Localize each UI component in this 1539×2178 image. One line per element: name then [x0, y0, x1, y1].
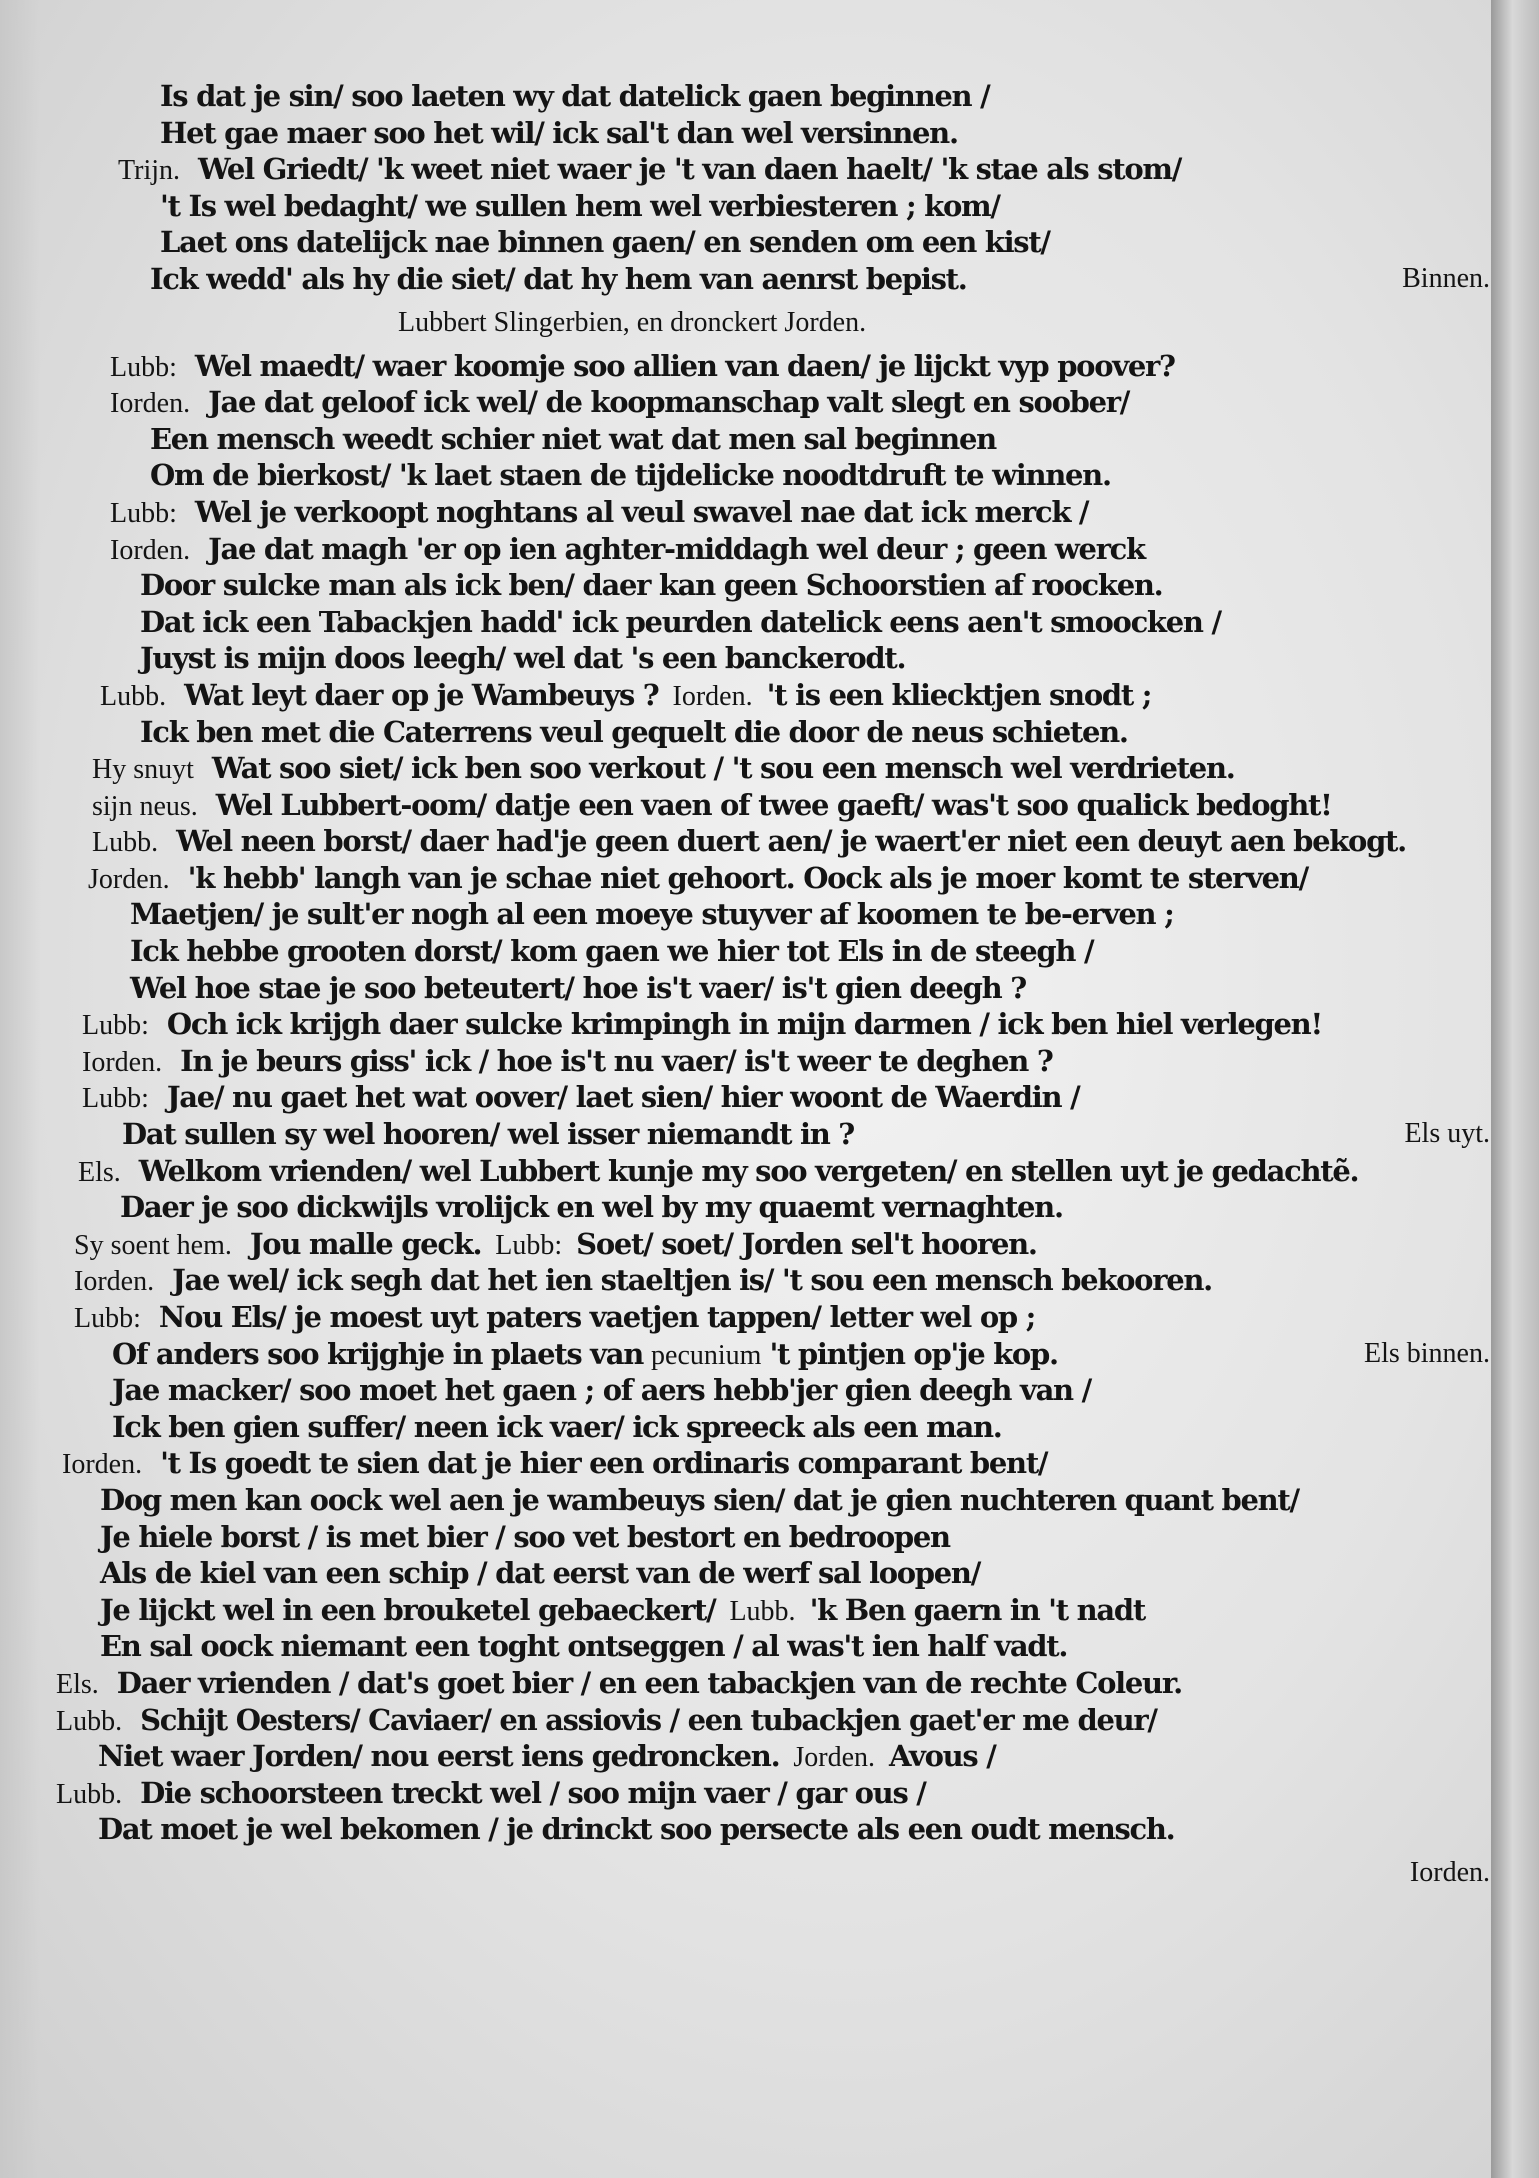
- speaker-name: Lubb.: [100, 680, 167, 712]
- text-line: [0, 78, 1490, 115]
- verse-text: Jou malle geck.: [249, 1226, 482, 1261]
- verse-text: Maetjen/ je sult'er nogh al een moeye stuyver af koomen te be-erven ;: [130, 897, 1174, 932]
- verse-text: Nou Els/ je moest uyt paters vaetjen tappen/ letter wel op ;: [158, 1300, 1036, 1334]
- text-line: [0, 1043, 1490, 1080]
- speaker-name: Sy soent hem.: [74, 1229, 232, 1261]
- text-line: [0, 1665, 1490, 1702]
- text-line: [0, 1811, 1490, 1848]
- verse-text: Dat sullen sy wel hooren/ wel isser niemandt in ?: [122, 1117, 854, 1152]
- verse-text: Wel hoe stae je soo beteutert/ hoe is't vaer/ is't gien deegh ?: [130, 970, 1026, 1005]
- text-line: [0, 1848, 1490, 1898]
- verse-text: Avous /: [889, 1739, 996, 1774]
- text-line: [0, 640, 1490, 677]
- verse-text: Die schoorsteen treckt wel / soo mijn vaer / gar ous /: [140, 1775, 926, 1810]
- verse-text: Om de bierkost/ 'k laet staen de tijdelicke noodtdruft te winnen.: [150, 458, 1111, 493]
- speaker-name: Lubb:: [495, 1229, 563, 1261]
- text-line: [0, 1336, 1490, 1373]
- speaker-name: Iorden.: [672, 680, 753, 712]
- speaker-name: Jorden.: [88, 863, 170, 895]
- speaker-name: Els.: [78, 1156, 121, 1188]
- text-line: [0, 604, 1490, 641]
- speaker-name: Lubb:: [82, 1010, 149, 1042]
- text-line: [0, 531, 1490, 568]
- speaker-name: Trijn.: [118, 155, 181, 187]
- verse-text: Jae macker/ soo moet het gaen ; of aers hebb'jer gien deegh van /: [112, 1373, 1091, 1408]
- text-line: [0, 1519, 1490, 1556]
- speaker-name: Jorden.: [793, 1742, 876, 1774]
- speaker-name: Hy snuyt: [92, 754, 194, 786]
- text-line: [0, 1409, 1490, 1446]
- scene-heading: Lubbert Slingerbien, en dronckert Jorden.: [398, 306, 867, 338]
- text-line: [0, 896, 1490, 933]
- verse-text: Je hiele borst / is met bier / soo vet bestort en bedroopen: [100, 1519, 950, 1554]
- text-line: [0, 1445, 1490, 1482]
- text-line: [0, 188, 1490, 225]
- verse-text: Als de kiel van een schip / dat eerst van de werf sal loopen/: [100, 1556, 980, 1591]
- verse-text: Jae/ nu gaet het wat oover/ laet sien/ hier woont de Waerdin /: [166, 1080, 1080, 1115]
- verse-text: Wat soo siet/ ick ben soo verkout / 't sou een mensch wel verdrieten.: [211, 751, 1235, 786]
- text-line: [0, 457, 1490, 494]
- text-line: [0, 787, 1490, 824]
- text-line: [0, 714, 1490, 751]
- verse-text: Dog men kan oock wel aen je wambeuys sien/ dat je gien nuchteren quant bent/: [100, 1482, 1299, 1517]
- verse-text: In je beurs giss' ick / hoe is't nu vaer/ is't weer te deghen ?: [180, 1043, 1053, 1078]
- text-line: [0, 1116, 1490, 1153]
- text-line: [0, 384, 1490, 421]
- verse-text: Ick ben met die Caterrens veul gequelt die door de neus schieten.: [140, 714, 1128, 749]
- verse-text: 'k Ben gaern in 't nadt: [809, 1592, 1145, 1627]
- latin-word: pecunium: [651, 1339, 762, 1371]
- text-line: [0, 1738, 1490, 1775]
- verse-text: Wel Lubbert-oom/ datje een vaen of twee gaeft/ was't soo qualick bedoght!: [215, 787, 1332, 822]
- play-text-block: [0, 78, 1490, 1898]
- text-line: [0, 823, 1490, 860]
- text-line: [0, 224, 1490, 261]
- text-line: [0, 677, 1490, 714]
- verse-text: Door sulcke man als ick ben/ daer kan geen Schoorstien af roocken.: [140, 568, 1163, 603]
- speaker-name: Lubb.: [729, 1595, 796, 1627]
- page-gutter-edge: [1491, 0, 1539, 2178]
- text-line: [0, 1079, 1490, 1116]
- speaker-name: Lubb:: [110, 497, 177, 529]
- stage-direction: Binnen.: [1402, 262, 1490, 294]
- speaker-name: Iorden.: [110, 388, 191, 420]
- text-line: [0, 261, 1490, 298]
- text-line: [0, 115, 1490, 152]
- verse-text: Jae dat geloof ick wel/ de koopmanschap valt slegt en soober/: [208, 385, 1130, 420]
- verse-text: En sal oock niemant een toght ontseggen / al was't ien half vadt.: [100, 1629, 1068, 1664]
- verse-text: 't Is wel bedaght/ we sullen hem wel verbiesteren ; kom/: [160, 188, 1000, 223]
- verse-text: 't Is goedt te sien dat je hier een ordinaris comparant bent/: [160, 1446, 1048, 1481]
- verse-text: Welkom vrienden/ wel Lubbert kunje my soo vergeten/ en stellen uyt je gedachtẽ.: [138, 1153, 1359, 1188]
- verse-text: 'k hebb' langh van je schae niet gehoort. Oock als je moer komt te sterven/: [187, 860, 1308, 895]
- text-line: [0, 860, 1490, 897]
- speaker-name: Lubb.: [56, 1778, 123, 1810]
- speaker-name: sijn neus.: [92, 790, 198, 822]
- verse-text: Juyst is mijn doos leegh/ wel dat 's een banckerodt.: [140, 641, 906, 676]
- text-line: [0, 494, 1490, 531]
- verse-text: Soet/ soet/ Jorden sel't hooren.: [576, 1226, 1037, 1261]
- text-line: [0, 1592, 1490, 1629]
- text-line: [0, 1153, 1490, 1190]
- text-line: [0, 970, 1490, 1007]
- text-line: [0, 933, 1490, 970]
- verse-text: 't pintjen op'je kop.: [769, 1336, 1058, 1371]
- verse-text: Ick ben gien suffer/ neen ick vaer/ ick spreeck als een man.: [112, 1409, 1002, 1444]
- text-line: [0, 1555, 1490, 1592]
- verse-text: Ick hebbe grooten dorst/ kom gaen we hier tot Els in de steegh /: [130, 934, 1094, 969]
- speaker-name: Iorden.: [62, 1449, 143, 1481]
- verse-text: Is dat je sin/ soo laeten wy dat datelick gaen beginnen /: [160, 79, 990, 113]
- verse-text: Ick wedd' als hy die siet/ dat hy hem van aenrst bepist.: [150, 261, 967, 296]
- verse-text: Wel Griedt/ 'k weet niet waer je 't van daen haelt/ 'k stae als stom/: [198, 152, 1182, 187]
- verse-text: Wel neen borst/ daer had'je geen duert aen/ je waert'er niet een deuyt aen bekogt.: [176, 824, 1406, 859]
- text-line: [0, 1775, 1490, 1812]
- verse-text: Och ick krijgh daer sulcke krimpingh in mijn darmen / ick ben hiel verlegen!: [166, 1007, 1322, 1042]
- text-line: [0, 1226, 1490, 1263]
- text-line: [0, 1262, 1490, 1299]
- verse-text: Daer vrienden / dat's goet bier / en een tabackjen van de rechte Coleur.: [116, 1665, 1182, 1700]
- verse-text: Daer je soo dickwijls vrolijck en wel by my quaemt vernaghten.: [120, 1190, 1063, 1225]
- verse-text: Of anders soo krijghje in plaets van: [112, 1336, 644, 1371]
- text-line: [0, 567, 1490, 604]
- verse-text: Niet waer Jorden/ nou eerst iens gedroncken.: [98, 1739, 780, 1774]
- text-line: [0, 750, 1490, 787]
- text-line: [0, 1189, 1490, 1226]
- text-line: [0, 1702, 1490, 1739]
- verse-text: Dat moet je wel bekomen / je drinckt soo persecte als een oudt mensch.: [98, 1812, 1175, 1847]
- verse-text: Het gae maer soo het wil/ ick sal't dan wel versinnen.: [160, 115, 958, 150]
- text-line: [0, 1372, 1490, 1409]
- speaker-name: Els.: [56, 1668, 99, 1700]
- verse-text: Jae dat magh 'er op ien aghter-middagh wel deur ; geen werck: [208, 531, 1145, 566]
- text-line: [0, 1006, 1490, 1043]
- text-line: [0, 151, 1490, 188]
- text-line: [0, 1299, 1490, 1336]
- speaker-name: Iorden.: [82, 1046, 163, 1078]
- text-line: [0, 1628, 1490, 1665]
- speaker-name: Lubb.: [56, 1705, 123, 1737]
- stage-direction: Els binnen.: [1364, 1337, 1490, 1369]
- verse-text: Een mensch weedt schier niet wat dat men sal beginnen: [150, 421, 996, 456]
- verse-text: Schijt Oesters/ Caviaer/ en assiovis / een tubackjen gaet'er me deur/: [140, 1702, 1157, 1737]
- verse-text: Je lijckt wel in een brouketel gebaeckert/: [100, 1592, 716, 1627]
- verse-text: Wel je verkoopt noghtans al veul swavel nae dat ick merck /: [194, 494, 1089, 529]
- stage-direction: Els uyt.: [1404, 1118, 1490, 1150]
- text-line: [0, 298, 1490, 348]
- verse-text: 't is een kliecktjen snodt ;: [766, 677, 1152, 712]
- verse-text: Wel maedt/ waer koomje soo allien van daen/ je lijckt vyp poover?: [194, 348, 1175, 383]
- speaker-name: Iorden.: [74, 1266, 155, 1298]
- speaker-name: Lubb:: [74, 1303, 141, 1334]
- catchword: Iorden.: [1409, 1856, 1490, 1888]
- speaker-name: Lubb:: [82, 1083, 149, 1115]
- text-line: [0, 1482, 1490, 1519]
- speaker-name: Iorden.: [110, 534, 191, 566]
- verse-text: Wat leyt daer op je Wambeuys ?: [184, 677, 659, 712]
- speaker-name: Lubb.: [92, 827, 159, 859]
- verse-text: Jae wel/ ick segh dat het ien staeltjen is/ 't sou een mensch bekooren.: [172, 1263, 1212, 1298]
- text-line: [0, 421, 1490, 458]
- verse-text: Laet ons datelijck nae binnen gaen/ en senden om een kist/: [160, 225, 1050, 260]
- speaker-name: Lubb:: [110, 351, 177, 383]
- text-line: [0, 348, 1490, 385]
- verse-text: Dat ick een Tabackjen hadd' ick peurden datelick eens aen't smoocken /: [140, 604, 1221, 639]
